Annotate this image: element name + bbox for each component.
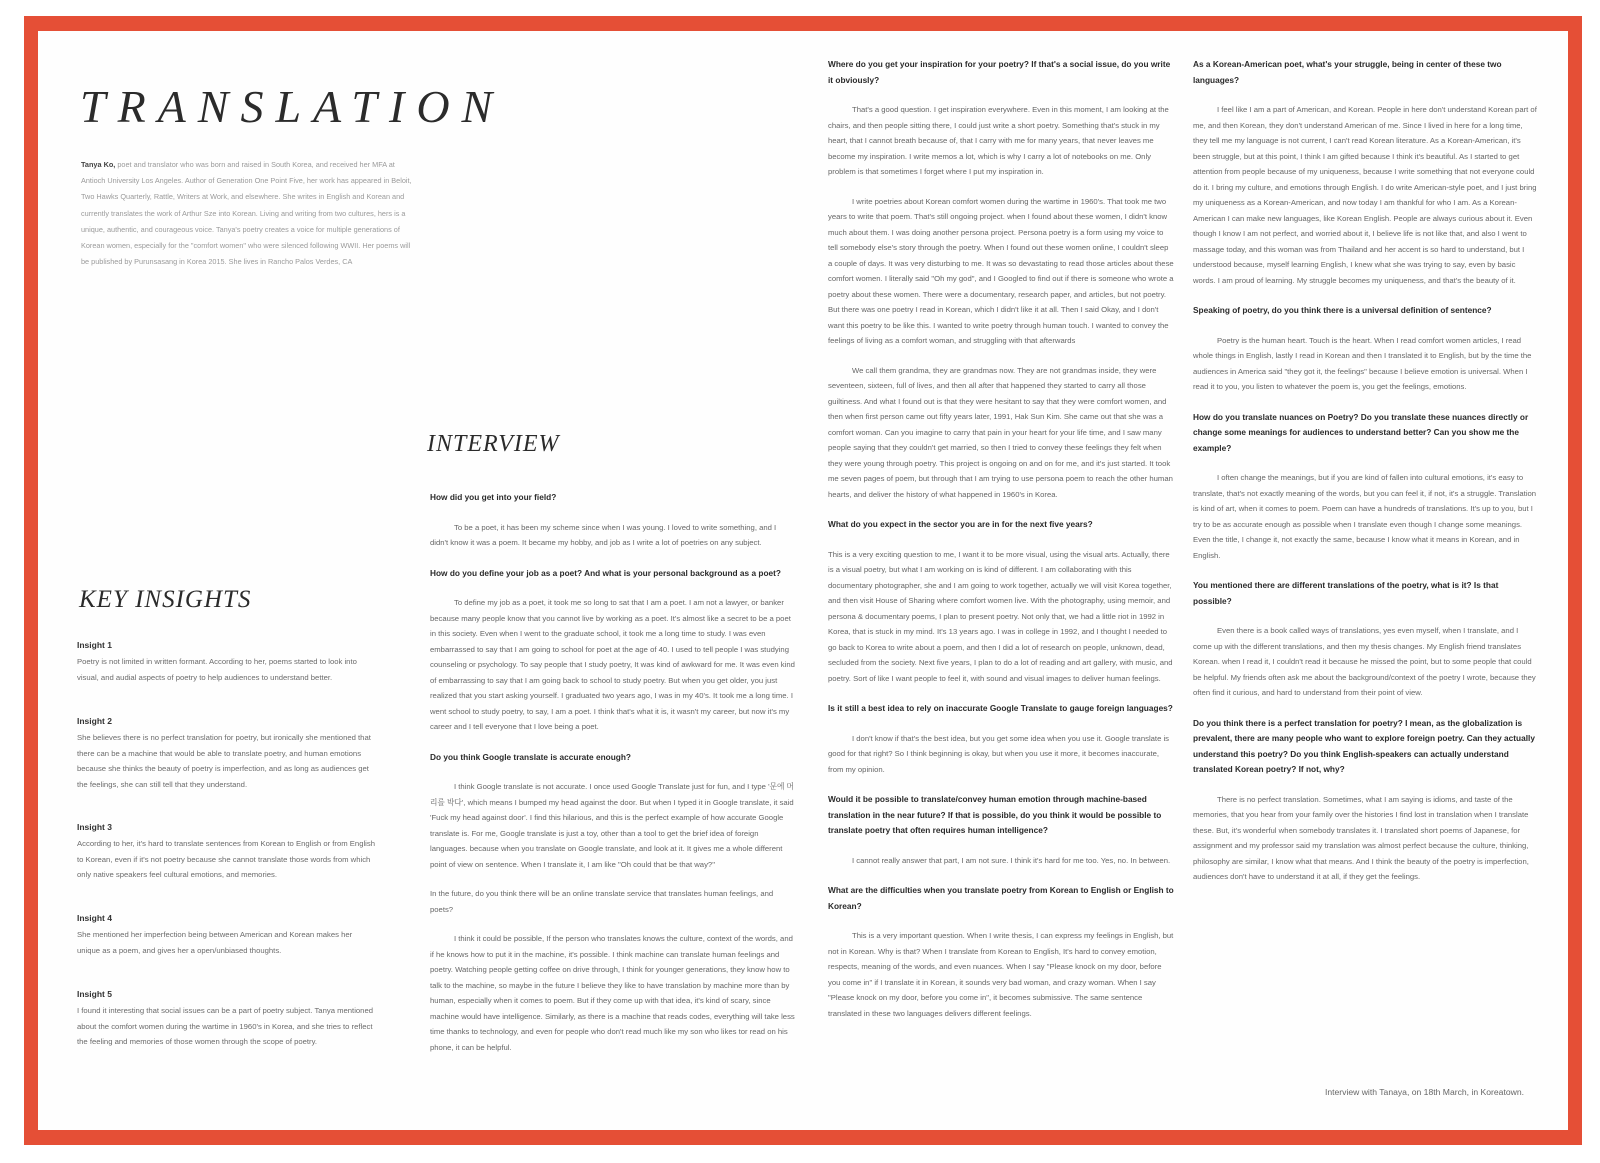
author-name: Tanya Ko, <box>81 160 116 169</box>
insight-text: I found it interesting that social issues can be a part of poetry subject. Tanya mentioned about the comfort women during the wartime in 1960's in Korea, and she tries to reflect the feeling and memories of those women through the scope of poetry. <box>77 1006 374 1046</box>
interview-question: Would it be possible to translate/convey human emotion through machine-based translation in the near future? If that is possible, do you think it would be possible to translate poetry that often requires human intelligence? <box>828 794 1162 835</box>
insight-text: Poetry is not limited in written formant. According to her, poems started to look into visual, and audial aspects of poetry to help audiences to understand better. <box>77 657 357 682</box>
interview-credit: Interview with Tanaya, on 18th March, in Koreatown. <box>1324 1087 1524 1097</box>
insight-label: Insight 2 <box>77 716 112 726</box>
insight-label: Insight 5 <box>77 989 112 999</box>
page-title: TRANSLATION <box>80 81 505 132</box>
interview-question: What do you expect in the sector you are in for the next five years? <box>828 519 1093 529</box>
interview-heading: INTERVIEW <box>427 431 560 457</box>
interview-column-2 <box>828 57 1174 1021</box>
interview-answer: I don't know if that's the best idea, but you get some idea when you use it. Google translate is good for that right? So I think beginning is okay, but when you use it more, it becomes inaccurate, from my opinion. <box>828 733 1170 774</box>
interview-question: What are the difficulties when you translate poetry from Korean to English or English to Korean? <box>828 885 1174 911</box>
interview-question: Is it still a best idea to rely on inaccurate Google Translate to gauge foreign languages? <box>828 703 1173 713</box>
insight-label: Insight 3 <box>77 822 112 832</box>
insight-3 <box>77 822 375 883</box>
interview-answer: I write poetries about Korean comfort women during the wartime in 1960's. That took me two years to write that poem. That's still ongoing project. when I found about these women, I didn't know much about them. I was doing another persona project. Persona poetry is a form using my voice to tell somebody else's story through the poetry. When I found out these women online, I couldn't sleep a couple of days. It was very disturbing to me. It was so devastating to read those articles about these comfort women. I literally said "Oh my god", and I Googled to find out if there is someone who wrote a poetry about these women. There were a documentary, research paper, and articles, but not poetry. But there was one poetry I read in Korean, which I didn't like it at all. Then I said Okay, and I don't want this poetry to be like this. I wanted to write poetry through human touch. I wanted to convey the feelings of living as a comfort woman, and struggling with that afterwards <box>828 196 1174 345</box>
interview-answer: To be a poet, it has been my scheme since when I was young. I loved to write something, and I didn't know it was a poem. It became my hobby, and job as I write a lot of poetries on any subject. <box>430 522 777 547</box>
insight-5 <box>77 989 375 1050</box>
interview-answer: I cannot really answer that part, I am not sure. I think it's hard for me too. Yes, no. In between. <box>852 855 1171 865</box>
interview-answer: There is no perfect translation. Sometimes, what I am saying is idioms, and taste of the memories, that you hear from your family over the histories I find lost in translation when I translate these. But, it's wonderful when somebody translates it. I translated short poems of Japanese, for assignment and my professor said my translation was almost perfect because the culture, thinking, philosophy are similar, I know what that means. And I think the beauty of the poetry is imperfection, audiences don't have to understand it at all, if they get the feelings. <box>1193 794 1529 881</box>
interview-answer: I often change the meanings, but if you are kind of fallen into cultural emotions, it's easy to translate, that's not exactly meaning of the words, but you can feel it, if not, it's a struggle. Translation is kind of art, when it comes to poem. Poem can have a hundreds of translations. It's up to you, but I try to be as accurate enough as possible when I translate even though I change some meanings. Even the title, I change it, not exactly the same, because I know what it means in Korean, and in English. <box>1193 473 1537 560</box>
insight-2 <box>77 716 375 792</box>
interview-question: Do you think Google translate is accurate enough? <box>430 751 632 762</box>
interview-answer: We call them grandma, they are grandmas now. They are not grandmas inside, they were seventeen, sixteen, full of lives, and then all after that happened they started to carry all those guiltiness. And what I found out is that they were hesitant to say that they were comfort women, and then when first person came out fifty years later, 1991, Hak Sun Kim. She came out that she was a comfort woman. Can you imagine to carry that pain in your heart for your life time, and I saw many people saying that they couldn't get married, so then I tried to convey these feelings they felt when they were young through poetry. This project is ongoing on and on for me, and it's just started. It took me seven pages of poem, but through that I am trying to use persona poem to reach the other human hearts, and deliver the history of what happened in 1960's in Korea. <box>828 365 1173 499</box>
interview-answer: I think it could be possible, If the person who translates knows the culture, context of the words, and if he knows how to put it in the machine, it's possible. I think machine can translate human feelings and poetry. Watching people getting coffee on drive through, I think for younger generations, they know how to talk to the machine, so maybe in the future I believe they like to have translation by machine more than by human, especially when it comes to poem. But if they come up with that idea, it's kind of scary, since machine would have intelligence. Similarly, as there is a machine that reads codes, everything will take less time thanks to technology, and even for people who don't read much like my son who likes tor read on his phone, it can be helpful. <box>430 934 795 1052</box>
insight-1 <box>77 640 375 685</box>
interview-answer: This is a very exciting question to me, I want it to be more visual, using the visual arts. Actually, there is a visual poetry, but what I am working on is kind of different. I am collaborating with this documentary photographer, she and I am going to work together, actually we will visit Korea together, and then visit House of Sharing where comfort women live. With the photography, using memoir, and persona & documentary poems, I plan to present poetry. Not only that, we had a little riot in 1992 in Korea, that is stuck in my mind. It's 13 years ago. I was in college in 1992, and I thought I needed to go back to Korea to write about a poem, and then I did a lot of research on people, unknown, dead, secluded from the society. Next five years, I plan to do a lot of reading and art gallery, with music, and poetry. Sort of like I want people to feel it, with sound and visual images to deliver human feelings. <box>828 549 1173 683</box>
interview-question: Speaking of poetry, do you think there is a universal definition of sentence? <box>1193 305 1492 315</box>
insight-text: According to her, it's hard to translate sentences from Korean to English or from English to Korean, even if it's not poetry because she cannot translate those words from which only native speakers feel cultural emotions, and memories. <box>77 839 376 879</box>
interview-answer: I think Google translate is not accurate. I once used Google Translate just for fun, and I type '문에 머리를 박다', which means I bumped my head against the door. But when I typed it in Google translate, it said 'Fuck my head against door'. I find this hilarious, and this is the perfect example of how accurate Google translate is. For me, Google translate is just a toy, other than a tool to get the brief idea of foreign languages. because when you translate on Google translate, and look at it. It gives me a whole different point of view on sentence. When I translate it, I am like "Oh could that be that way?" <box>430 782 794 869</box>
interview-question: How do you define your job as a poet? And what is your personal background as a poet? <box>430 567 781 578</box>
interview-answer: Even there is a book called ways of translations, yes even myself, when I translate, and I come up with the different translations, and then my thesis changes. My English friend translates Korean. when I read it, I couldn't read it because he missed the point, but to some people that could be helpful. My friends often ask me about the background/context of the poetry I wrote, because they often find it curious, and hard to understand from their point of view. <box>1193 626 1536 697</box>
interview-question: Where do you get your inspiration for your poetry? If that's a social issue, do you write it obviously? <box>828 59 1171 85</box>
insight-4 <box>77 913 375 958</box>
interview-answer: This is a very important question. When I write thesis, I can express my feelings in English, but not in Korean. Why is that? When I translate from Korean to English, It's hard to convey emotion, respects, meaning of the words, and even nuances. When I say "Please knock on my door, before you come in" if I translate it in Korean, it sounds very bad woman, and crazy woman. When I say "Please knock on my door, before you come in", it becomes submissive. The same sentence translated in these two languages delivers different feelings. <box>828 931 1174 1018</box>
insight-label: Insight 4 <box>77 913 112 923</box>
interview-question: Do you think there is a perfect translation for poetry? I mean, as the globalization is prevalent, there are many people who want to explore foreign poetry. Can they actually understand this poetry? Do you think English-speakers can actually understand translated Korean poetry? If not, why? <box>1193 717 1535 774</box>
author-bio-text: poet and translator who was born and raised in South Korea, and received her MFA at Antioch University Los Angeles. Author of Generation One Point Five, her work has appeared in Beloit, Two Hawks Quarterly, Rattle, Writers at Work, and elsewhere. She writes in English and Korean and currently translates the work of Arthur Sze into Korean. Living and writing from two cultures, hers is a unique, authentic, and courageous voice. Tanya's poetry creates a voice for multiple generations of Korean women, especially for the "comfort women" who were silenced following WWII. Her poems will be published by Purunsasang in Korea 2015. She lives in Rancho Palos Verdes, CA <box>81 160 412 267</box>
interview-question: You mentioned there are different translations of the poetry, what is it? Is that possible? <box>1193 580 1499 606</box>
interview-column-3 <box>1193 57 1538 885</box>
interview-answer: To define my job as a poet, it took me so long to sat that I am a poet. I am not a lawyer, or banker because many people know that you cannot live by working as a poet. It's almost like a secret to be a poet in this society. Even when I went to the graduate school, it took me a long time to study. I was even embarrassed to say that I am going to school for poet at the age of 40. I used to tell people I was studying counseling or psychology. To say people that I study poetry, It was kind of awkward for me. It was even kind of embarrassing to say that I am going back to school to study poetry. But when you get older, you just realized that you start asking yourself. I graduated two years ago, I was in my 40's. It took me a long time. I went school to study poetry, to say, I am a poet. I think that's what it is, it wasn't my career, but now it's my career and I tell everyone that I love being a poet. <box>430 598 795 731</box>
author-bio <box>81 157 414 270</box>
interview-column-1 <box>430 490 796 1055</box>
interview-answer: In the future, do you think there will be an online translate service that translates human feelings, and poets? <box>430 889 774 914</box>
key-insights-heading: KEY INSIGHTS <box>79 586 252 613</box>
interview-question: How did you get into your field? <box>430 492 557 502</box>
insight-label: Insight 1 <box>77 640 112 650</box>
interview-question: How do you translate nuances on Poetry? Do you translate these nuances directly or change some meanings for audiences to understand better? Can you show me the example? <box>1193 411 1529 453</box>
interview-answer: That's a good question. I get inspiration everywhere. Even in this moment, I am looking at the chairs, and then people sitting there, I could just write a short poetry. Something that's stuck in my heart, that I cannot breath because of, that I carry with me for many years, that never leaves me become my inspiration. I write memos a lot, which is why I carry a lot of notebooks on me. Only problem is that sometimes I forget where I put my inspiration in. <box>828 105 1169 176</box>
interview-answer: I feel like I am a part of American, and Korean. People in here don't understand Korean part of me, and then Korean, they don't understand American of me. Since I lived in here for a long time, they tell me my language is not current, I can't read Korean literature. As a Korean-American, it's been struggle, but at this point, I think I am gifted because I think it's beautiful. As I started to get attention from people because of my uniqueness, because I write something that not everyone could do it. I bring my culture, and emotions through English. I do write American-style poet, and I just bring my uniqueness as a Korean-American, and now today I am thankful for who I am. As a Korean-American I can make new languages, like Korean English. People are always curious about it. Even though I know I am not perfect, and worried about it, I believe life is not like that, and also I went to massage today, and this woman was from Thailand and her accent is so hard to understand, but I understood because, myself learning English, I knew what she was trying to say, even by basic words. I am proud of learning. My struggle becomes my uniqueness, and that's the beauty of it. <box>1193 105 1537 285</box>
insight-text: She mentioned her imperfection being between American and Korean makes her unique as a poem, and gives her a open/unbiased thoughts. <box>77 930 353 955</box>
insight-text: She believes there is no perfect translation for poetry, but ironically she mentioned that there can be a machine that would be able to translate poetry, and human emotions because she thinks the beauty of poetry is imperfection, and as long as audiences get the feelings, she can still tell that they understand. <box>77 733 371 789</box>
interview-question: As a Korean-American poet, what's your struggle, being in center of these two languages? <box>1193 59 1502 85</box>
interview-answer: Poetry is the human heart. Touch is the heart. When I read comfort women articles, I read whole things in English, lastly I read in Korean and then I translated it to English, but by the time the audiences in America said "they got it, the feelings" because I believe emotion is universal. When I read it to you, you listen to whatever the poem is, you get the feelings, emotions. <box>1193 335 1532 391</box>
